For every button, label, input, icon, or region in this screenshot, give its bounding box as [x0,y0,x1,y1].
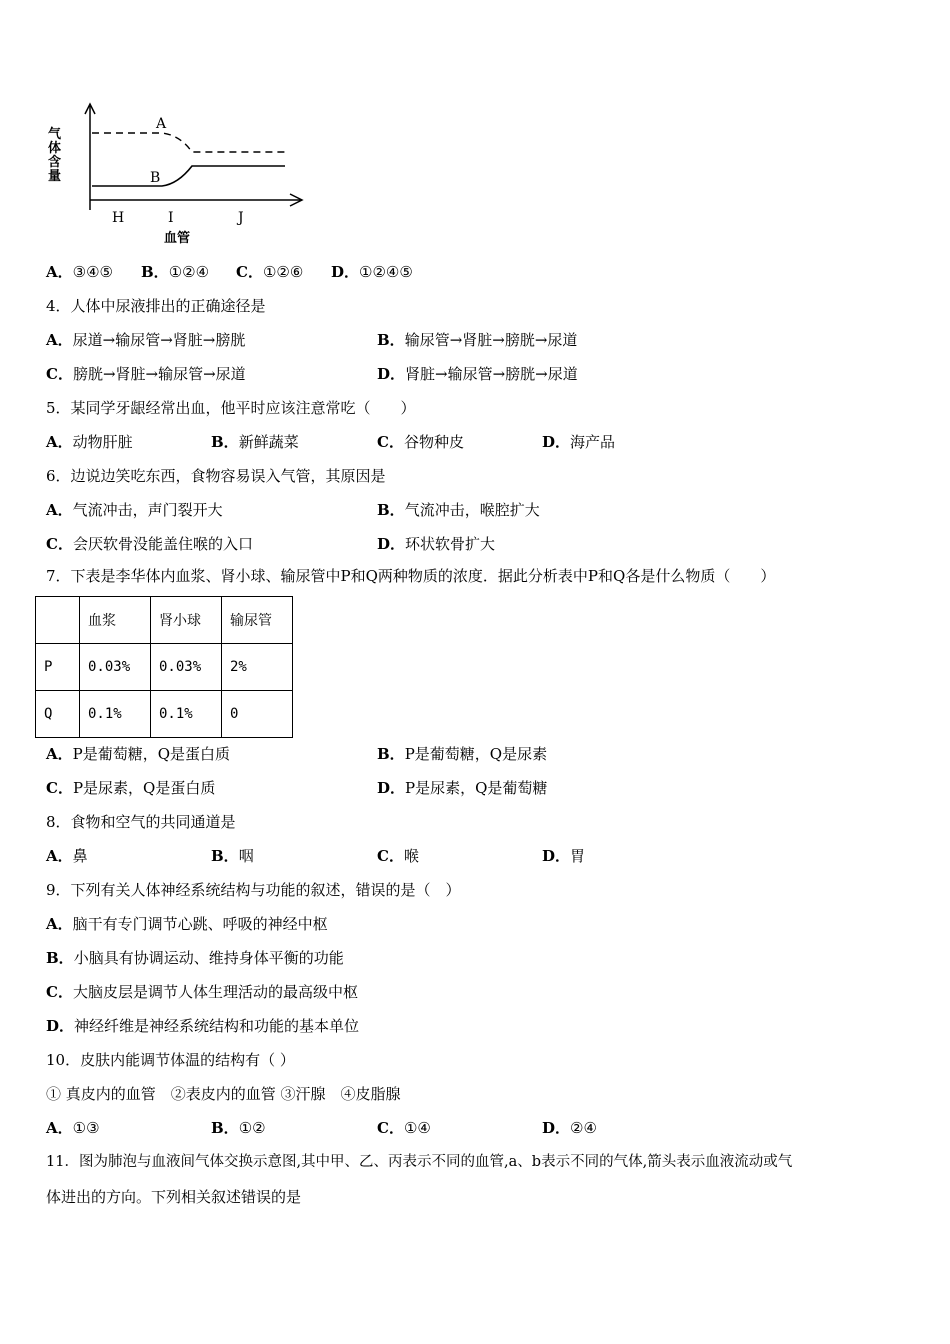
table-header-cell: 输尿管 [222,597,293,644]
q11-stem-line1: 11．图为肺泡与血液间气体交换示意图,其中甲、乙、丙表示不同的血管,a、b表示不同的气体,箭头表示血液流动或气 [46,1154,793,1170]
q10-option-c: C．①④ [377,1119,431,1137]
q8-option-d: D．胃 [542,847,586,865]
q9-option-a: A．脑干有专门调节心跳、呼吸的神经中枢 [46,915,328,933]
y-axis-label-char: 量 [48,169,62,184]
q4-option-a: A．尿道→输尿管→肾脏→膀胱 [46,331,246,349]
table-header-cell: 肾小球 [151,597,222,644]
q5-option-c: C．谷物种皮 [377,433,464,451]
q8-stem: 8．食物和空气的共同通道是 [46,813,236,831]
table-header-row [36,597,293,644]
table-cell: 0.1% [151,691,222,738]
x-tick-h: H [112,210,125,226]
q5-option-a: A．动物肝脏 [46,433,133,451]
q6-option-c: C．会厌软骨没能盖住喉的入口 [46,535,253,553]
table-cell: 0 [222,691,293,738]
q7-option-c: C．P是尿素，Q是蛋白质 [46,779,216,797]
q8-option-c: C．喉 [377,847,419,865]
q5-stem: 5．某同学牙龈经常出血，他平时应该注意常吃（ ） [46,399,416,417]
q4-option-b: B．输尿管→肾脏→膀胱→尿道 [377,331,578,349]
y-axis-label-char: 含 [48,155,62,170]
x-tick-i: I [168,210,174,226]
concentration-table [35,596,293,738]
q7-stem: 7．下表是李华体内血浆、肾小球、输尿管中P和Q两种物质的浓度．据此分析表中P和Q各是什么物质（ ） [46,567,776,585]
x-axis-label: 血管 [164,231,191,246]
q6-option-b: B．气流冲击，喉腔扩大 [377,501,540,519]
curve-b-label: B [150,170,161,186]
q8-option-a: A．鼻 [46,847,88,865]
q3-option-c: C．①②⑥ [236,263,304,281]
q6-option-a: A．气流冲击，声门裂开大 [46,501,223,519]
q7-option-d: D．P是尿素，Q是葡萄糖 [377,779,548,797]
x-tick-j: J [238,210,244,226]
q7-option-a: A．P是葡萄糖，Q是蛋白质 [46,745,231,763]
curve-a [92,133,285,152]
q6-option-d: D．环状软骨扩大 [377,535,496,553]
y-axis-label-char: 体 [48,141,62,156]
table-cell: Q [36,691,80,738]
table-row [36,644,293,691]
curve-a-label: A [156,116,167,132]
q9-stem: 9．下列有关人体神经系统结构与功能的叙述，错误的是（ ） [46,881,461,899]
q7-option-b: B．P是葡萄糖，Q是尿素 [377,745,548,763]
table-row [36,691,293,738]
y-axis-label-char: 气 [48,127,62,142]
table-cell: 0.03% [80,644,151,691]
q4-stem: 4．人体中尿液排出的正确途径是 [46,297,266,315]
curve-b [92,166,285,186]
q9-option-c: C．大脑皮层是调节人体生理活动的最高级中枢 [46,983,358,1001]
q10-option-b: B．①② [211,1119,266,1137]
q5-option-d: D．海产品 [542,433,616,451]
q3-option-b: B．①②④ [141,263,210,281]
q5-option-b: B．新鲜蔬菜 [211,433,299,451]
q10-stem: 10．皮肤内能调节体温的结构有（ ） [46,1051,295,1069]
chart-svg [40,98,315,248]
q10-option-d: D．②④ [542,1119,597,1137]
table-header-cell [36,597,80,644]
q6-stem: 6．边说边笑吃东西，食物容易误入气管，其原因是 [46,467,386,485]
gas-content-chart [40,98,315,248]
q10-items: ① 真皮内的血管 ②表皮内的血管 ③汗腺 ④皮脂腺 [46,1085,401,1103]
table-header-cell: 血浆 [80,597,151,644]
y-axis-label [48,126,62,184]
table-cell: 0.03% [151,644,222,691]
q3-option-d: D．①②④⑤ [331,263,413,281]
q11-stem-line2: 体进出的方向。下列相关叙述错误的是 [46,1188,302,1206]
q4-option-d: D．肾脏→输尿管→膀胱→尿道 [377,365,578,383]
q4-option-c: C．膀胱→肾脏→输尿管→尿道 [46,365,246,383]
q9-option-d: D．神经纤维是神经系统结构和功能的基本单位 [46,1017,360,1035]
table-cell: 2% [222,644,293,691]
q3-option-a: A．③④⑤ [46,263,113,281]
q8-option-b: B．咽 [211,847,254,865]
q10-option-a: A．①③ [46,1119,100,1137]
q9-option-b: B．小脑具有协调运动、维持身体平衡的功能 [46,949,344,967]
table-cell: P [36,644,80,691]
table-cell: 0.1% [80,691,151,738]
